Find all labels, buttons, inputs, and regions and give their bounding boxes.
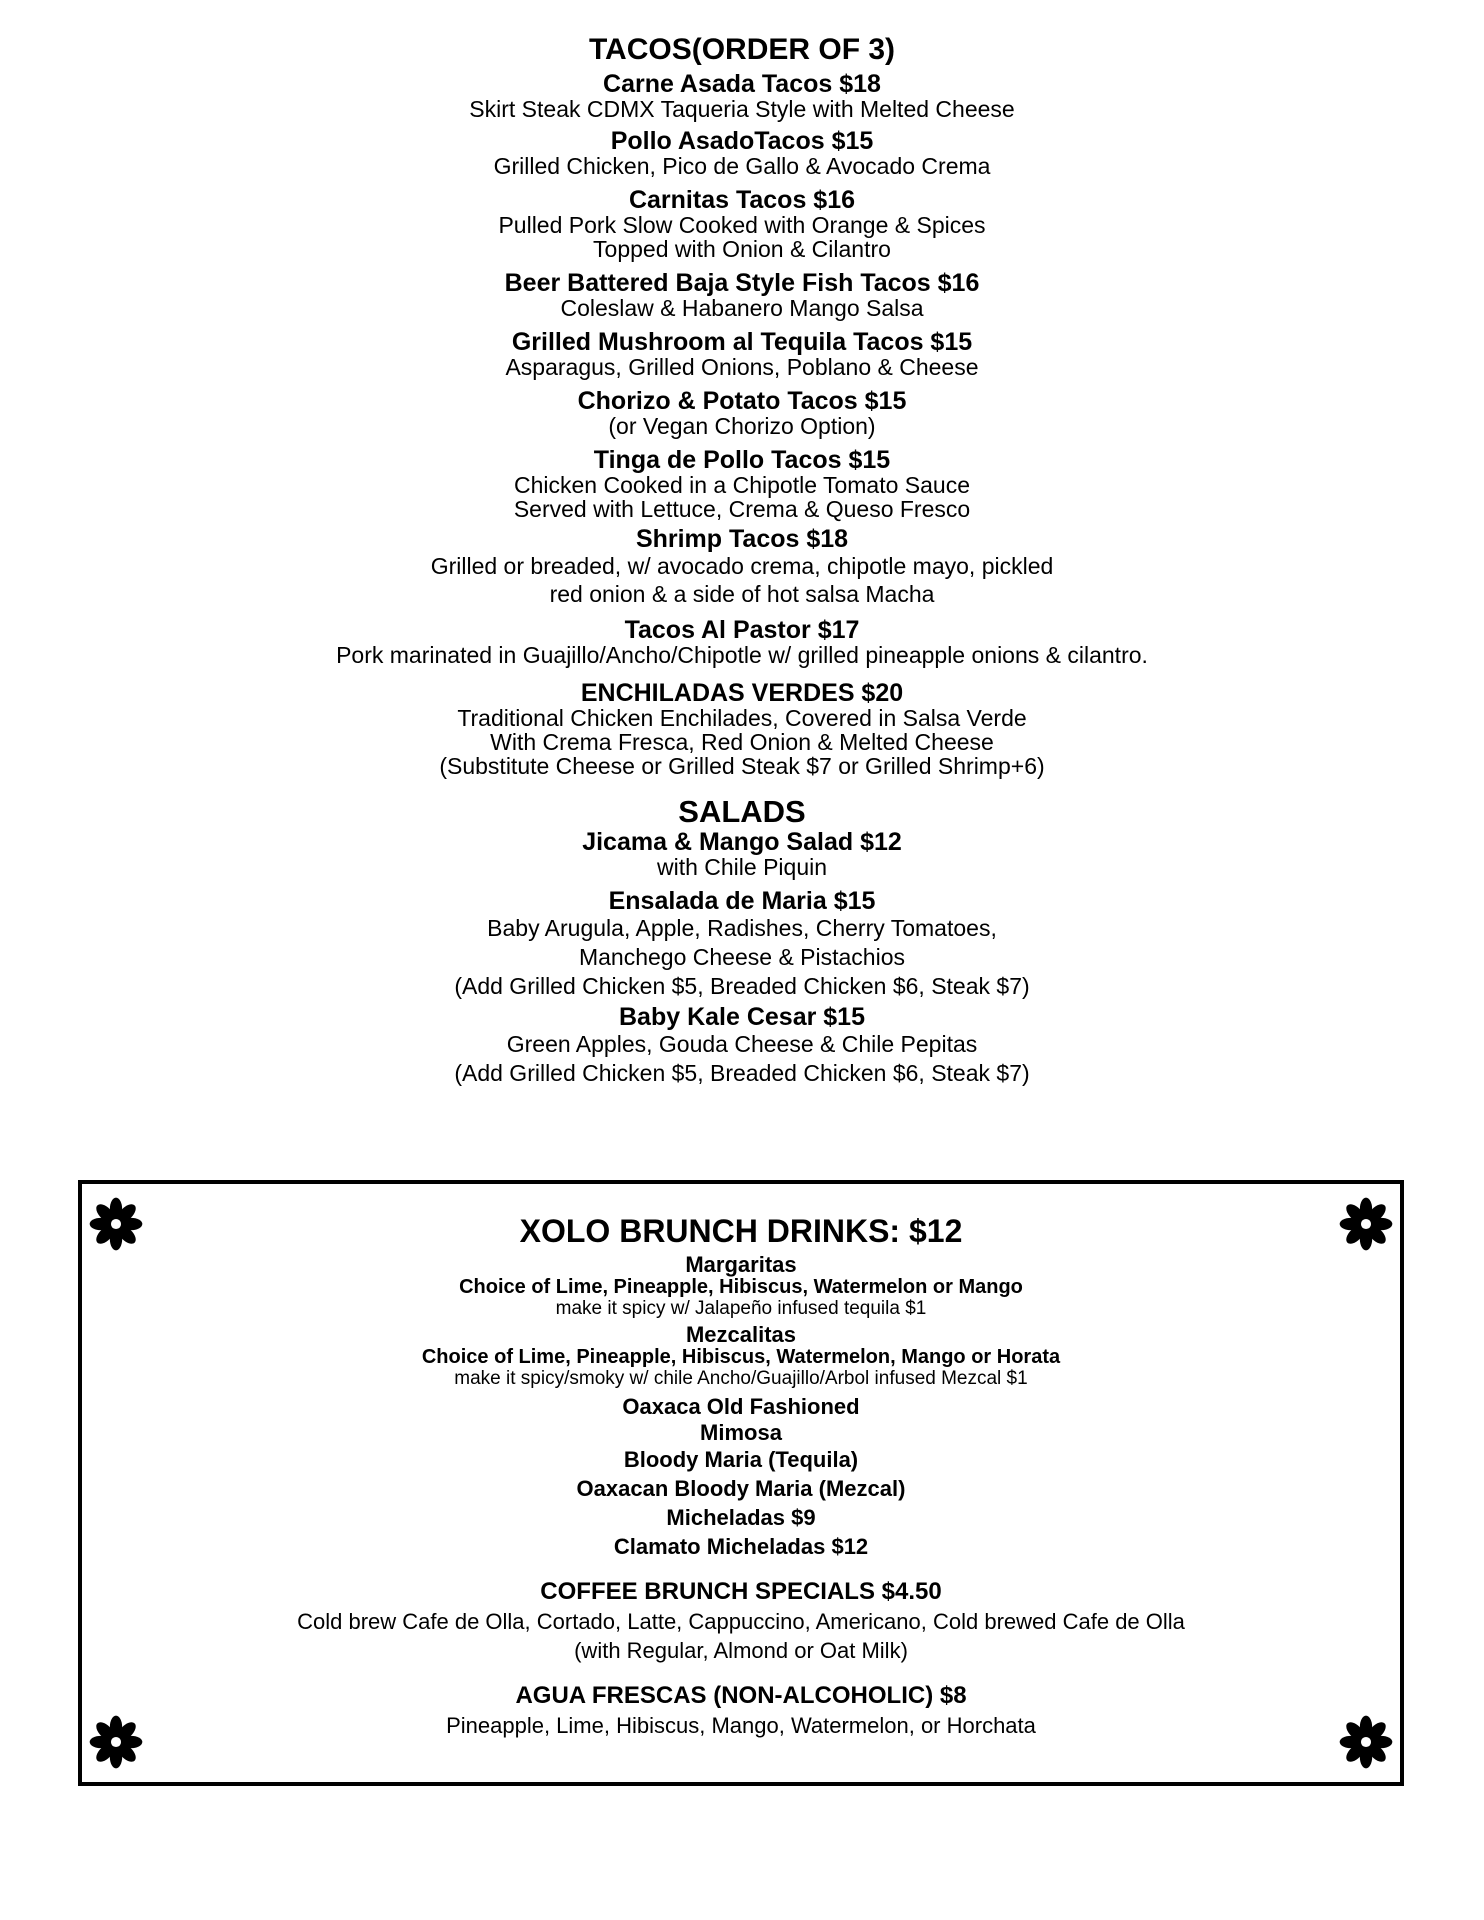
menu-item — [0, 527, 1484, 608]
drink-note: make it spicy/smoky w/ chile Ancho/Guajillo/Arbol infused Mezcal $1 — [454, 1368, 1028, 1389]
menu-item — [0, 448, 1484, 521]
drink-item: Mimosa — [700, 1420, 782, 1445]
menu-item — [0, 389, 1484, 438]
drink-item: Oaxaca Old Fashioned — [622, 1394, 860, 1419]
tacos-title: TACOS(ORDER OF 3) — [588, 33, 896, 66]
item-name: Chorizo & Potato Tacos $15 — [577, 387, 907, 415]
item-desc: Served with Lettuce, Crema & Queso Fresco — [513, 496, 971, 522]
item-desc: With Crema Fresca, Red Onion & Melted Cheese — [490, 729, 994, 755]
drink-choice: Choice of Lime, Pineapple, Hibiscus, Watermelon or Mango — [459, 1276, 1023, 1298]
item-name: Ensalada de Maria $15 — [608, 887, 876, 915]
drink-name: Margaritas — [685, 1252, 797, 1277]
item-desc: Chicken Cooked in a Chipotle Tomato Sauce — [513, 472, 970, 498]
drink-choice: Choice of Lime, Pineapple, Hibiscus, Watermelon, Mango or Horata — [421, 1346, 1061, 1368]
coffee-desc: Cold brew Cafe de Olla, Cortado, Latte, Cappuccino, Americano, Cold brewed Cafe de Olla — [297, 1609, 1185, 1634]
drinks-content — [82, 1212, 1400, 1740]
agua-desc: Pineapple, Lime, Hibiscus, Mango, Watermelon, or Horchata — [446, 1713, 1036, 1738]
item-desc: Traditional Chicken Enchilades, Covered in Salsa Verde — [457, 705, 1027, 731]
item-desc: Coleslaw & Habanero Mango Salsa — [560, 295, 924, 321]
drink-item: Micheladas $9 — [666, 1505, 816, 1530]
coffee-desc: (with Regular, Almond or Oat Milk) — [574, 1638, 908, 1663]
item-desc: Skirt Steak CDMX Taqueria Style with Melted Cheese — [469, 96, 1015, 122]
brunch-drinks-box — [78, 1180, 1404, 1786]
item-desc: red onion & a side of hot salsa Macha — [549, 581, 935, 607]
item-desc: Grilled Chicken, Pico de Gallo & Avocado Crema — [493, 153, 991, 179]
menu-food-section — [0, 32, 1484, 1088]
menu-item — [0, 618, 1484, 667]
item-desc: (Substitute Cheese or Grilled Steak $7 or Grilled Shrimp+6) — [439, 753, 1045, 779]
item-desc: Manchego Cheese & Pistachios — [578, 944, 906, 970]
drink-item: Oaxacan Bloody Maria (Mezcal) — [576, 1476, 906, 1501]
agua-title: AGUA FRESCAS (NON-ALCOHOLIC) $8 — [515, 1682, 967, 1709]
item-desc: (Add Grilled Chicken $5, Breaded Chicken $6, Steak $7) — [454, 1060, 1030, 1086]
item-name: Tacos Al Pastor $17 — [624, 616, 860, 644]
item-desc: Topped with Onion & Cilantro — [593, 236, 891, 262]
item-name: Pollo AsadoTacos $15 — [610, 127, 874, 155]
item-name: Shrimp Tacos $18 — [635, 525, 849, 553]
menu-item — [0, 188, 1484, 261]
drink-item: Bloody Maria (Tequila) — [623, 1447, 859, 1472]
menu-item — [0, 72, 1484, 121]
item-desc: (Add Grilled Chicken $5, Breaded Chicken $6, Steak $7) — [454, 973, 1030, 999]
item-desc: Grilled or breaded, w/ avocado crema, chipotle mayo, pickled — [430, 553, 1054, 579]
item-name: Tinga de Pollo Tacos $15 — [593, 446, 891, 474]
menu-item — [0, 330, 1484, 379]
drink-item: Clamato Micheladas $12 — [613, 1534, 869, 1559]
menu-item — [0, 830, 1484, 879]
item-desc: Green Apples, Gouda Cheese & Chile Pepitas — [506, 1031, 978, 1057]
menu-item — [0, 129, 1484, 178]
item-name: Beer Battered Baja Style Fish Tacos $16 — [504, 269, 980, 297]
salads-title: SALADS — [678, 794, 806, 829]
drink-name: Mezcalitas — [685, 1322, 797, 1347]
item-desc: Baby Arugula, Apple, Radishes, Cherry Tomatoes, — [487, 915, 997, 941]
item-desc: with Chile Piquin — [656, 854, 828, 880]
drinks-title: XOLO BRUNCH DRINKS: $12 — [519, 1213, 963, 1249]
enchiladas-item — [0, 681, 1484, 778]
menu-item — [0, 1005, 1484, 1088]
menu-item — [0, 889, 1484, 1001]
item-name: Grilled Mushroom al Tequila Tacos $15 — [511, 328, 973, 356]
item-desc: (or Vegan Chorizo Option) — [608, 413, 876, 439]
item-desc: Asparagus, Grilled Onions, Poblano & Cheese — [505, 354, 979, 380]
item-name: Baby Kale Cesar $15 — [619, 1003, 865, 1031]
item-desc: Pulled Pork Slow Cooked with Orange & Spices — [498, 212, 986, 238]
item-name: ENCHILADAS VERDES $20 — [580, 679, 904, 707]
menu-item — [0, 271, 1484, 320]
item-name: Jicama & Mango Salad $12 — [582, 828, 902, 856]
drink-note: make it spicy w/ Jalapeño infused tequila $1 — [555, 1298, 927, 1319]
coffee-title: COFFEE BRUNCH SPECIALS $4.50 — [540, 1578, 942, 1605]
item-name: Carne Asada Tacos $18 — [603, 70, 881, 98]
item-name: Carnitas Tacos $16 — [628, 186, 856, 214]
item-desc: Pork marinated in Guajillo/Ancho/Chipotle w/ grilled pineapple onions & cilantro. — [336, 642, 1148, 668]
